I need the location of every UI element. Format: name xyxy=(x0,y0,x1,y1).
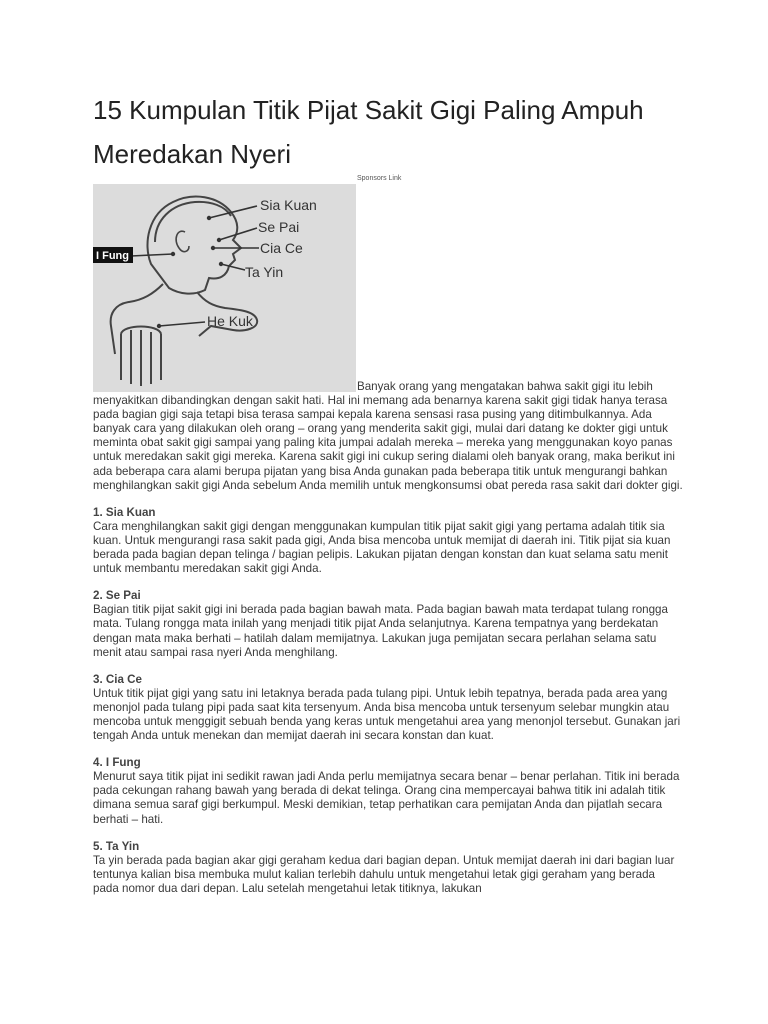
intro-paragraph: Banyak orang yang mengatakan bahwa sakit gigi itu lebih menyakitkan dibandingkan dengan sakit hati. Hal ini memang ada benarnya karena sakit gigi tidak hanya terasa pada bagian gigi saja tetapi bisa terasa sampai kepala karena sensasi rasa pusing yang ditimbulkannya. Ada banyak cara yang dilakukan oleh orang – orang yang menderita sakit gigi, mulai dari datang ke dokter gigi untuk meminta obat sakit gigi sampai yang paling kita jumpai adalah mereka – mereka yang menggunakan koyo panas untuk meredakan sakit gigi mereka. Karena sakit gigi ini cukup sering dialami oleh banyak orang, maka berikut ini ada beberapa cara alami berupa pijatan yang bisa Anda gunakan pada beberapa titik untuk mengurangi bahkan menghilangkan sakit gigi Anda sebelum Anda memilih untuk mengkonsumsi obat pereda rasa sakit dari dokter gigi. xyxy=(93,380,683,492)
pointer-line-i-fung xyxy=(131,254,173,256)
label-sia-kuan: Sia Kuan xyxy=(260,197,317,213)
label-i-fung: I Fung xyxy=(96,250,129,262)
ear-outline xyxy=(176,231,189,251)
point-ta-yin xyxy=(219,262,223,266)
label-he-kuk: He Kuk xyxy=(207,313,253,329)
point-se-pai xyxy=(217,238,221,242)
section-i-fung xyxy=(93,756,683,826)
section-heading: 2. Se Pai xyxy=(93,589,141,603)
article-body xyxy=(93,380,683,896)
pointer-line-he-kuk xyxy=(159,322,205,326)
acupressure-figure xyxy=(93,184,356,392)
section-body: Untuk titik pijat gigi yang satu ini letaknya berada pada tulang pipi. Untuk lebih tepatnya, berada pada area yang menonjol pada tulang pipi pada saat kita tersenyum. Anda bisa mencoba untuk tersenyum selebar mungkin atau mencoba untuk menggigit sebuah benda yang keras untuk mengetahui area yang menonjol tersebut. Gunakan jari tengah Anda untuk menekan dan memijat daerah ini secara konstan dan kuat. xyxy=(93,686,681,743)
label-cia-ce: Cia Ce xyxy=(260,240,303,256)
point-cia-ce xyxy=(211,246,215,250)
section-heading: 5. Ta Yin xyxy=(93,839,140,853)
point-he-kuk xyxy=(157,324,161,328)
page-title: 15 Kumpulan Titik Pijat Sakit Gigi Paling Ampuh Meredakan Nyeri xyxy=(93,95,644,169)
hand-outline xyxy=(121,327,161,387)
section-sia-kuan xyxy=(93,506,683,576)
section-body: Cara menghilangkan sakit gigi dengan menggunakan kumpulan titik pijat sakit gigi yang pertama adalah titik sia kuan. Untuk mengurangi rasa sakit pada gigi, Anda bisa mencoba untuk memijat di daerah ini. Titik pijat sia kuan berada pada bagian depan telinga / bagian pelipis. Lakukan pijatan dengan konstan dan kuat selama satu menit untuk membantu meredakan sakit gigi Anda. xyxy=(93,519,671,576)
section-body: Bagian titik pijat sakit gigi ini berada pada bagian bawah mata. Pada bagian bawah mata terdapat tulang rongga mata. Tulang rongga mata inilah yang menjadi titik pijat Anda selanjutnya. Karena tempatnya yang berdekatan dengan mata maka berhati – hatilah dalam memijatnya. Lakukan juga pemijatan secara perlahan selama satu menit atau sampai rasa nyeri Anda menghilang. xyxy=(93,603,668,659)
point-sia-kuan xyxy=(207,216,211,220)
pointer-line-ta-yin xyxy=(221,264,245,270)
label-se-pai: Se Pai xyxy=(258,219,300,235)
section-se-pai xyxy=(93,589,683,659)
neck-shoulder-outline xyxy=(111,284,163,354)
section-ta-yin xyxy=(93,840,683,896)
section-cia-ce xyxy=(93,673,683,743)
section-heading: 3. Cia Ce xyxy=(93,672,142,686)
hair-outline xyxy=(155,202,231,242)
label-ta-yin: Ta Yin xyxy=(245,264,284,280)
section-heading: 1. Sia Kuan xyxy=(93,505,156,519)
acupressure-diagram xyxy=(93,184,356,392)
section-body: Menurut saya titik pijat ini sedikit rawan jadi Anda perlu memijatnya secara benar – benar perlahan. Titik ini berada pada cekungan rahang bawah yang berada di dekat telinga. Orang cina mempercayai bahwa titik ini adalah titik dimana semua saraf gigi berkumpul. Meski demikian, tetap perhatikan cara pemijatan Anda dan pijatlah secara berhati – hati. xyxy=(93,770,680,826)
sponsors-link[interactable]: Sponsors Link xyxy=(357,175,402,182)
point-i-fung xyxy=(171,252,175,256)
section-heading: 4. I Fung xyxy=(93,756,141,770)
section-body: Ta yin berada pada bagian akar gigi geraham kedua dari bagian depan. Untuk memijat daerah ini dari bagian luar tentunya kalian bisa membuka mulut kalian terlebih dahulu untuk mengetahui letak gigi geraham yang berada pada nomor dua dari depan. Lalu setelah mengetahui letak titiknya, lakukan xyxy=(93,853,675,895)
